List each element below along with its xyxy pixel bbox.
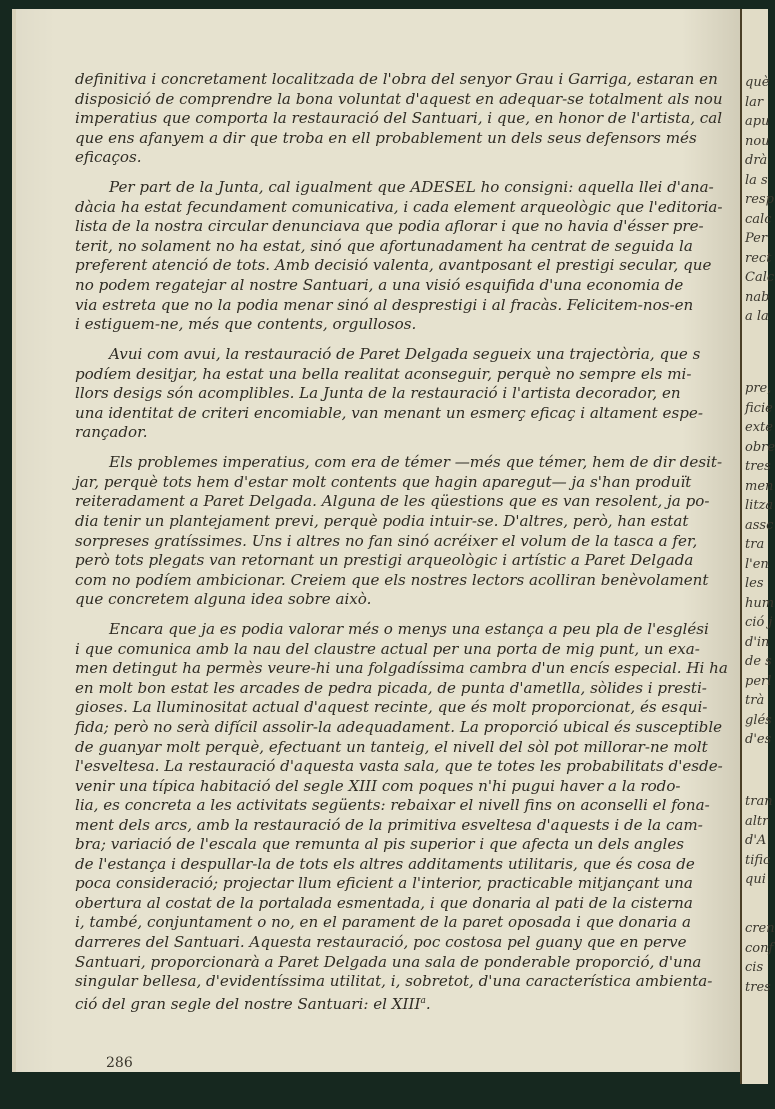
text-line: de guanyar molt perquè, efectuant un tanteig, el nivell del sòl pot millorar-ne molt [75, 737, 708, 756]
text-line: lista de la nostra circular denunciava que podia aflorar i que no havia d'ésser pre- [75, 217, 704, 236]
text-line: que ens afanyem a dir que troba en ell probablement un dels seus defensors més [75, 128, 697, 147]
text-line: rançador. [75, 423, 148, 442]
facing-page-fragment: a la [745, 309, 769, 324]
book-page-right-fragment [742, 9, 775, 1084]
facing-page-fragment: qui [745, 872, 766, 887]
text-line: Els problemes imperatius, com era de témer —més que témer, hem de dir desit- [109, 453, 723, 472]
text-line: no podem regatejar al nostre Santuari, a una visió esquifida d'una economia de [75, 275, 684, 294]
text-line: darreres del Santuari. Aquesta restauració, poc costosa pel guany que en perve [75, 932, 687, 951]
facing-page-fragment: litza [745, 498, 774, 513]
paragraph [75, 70, 740, 168]
paragraph-gap [75, 168, 740, 179]
text-line: gioses. La lluminositat actual d'aquest recinte, que és molt proporcionat, és esqui- [75, 698, 708, 717]
text-line: ció del gran segle del nostre Santuari: el XIII$^a$. [75, 994, 431, 1013]
final-period: . [425, 994, 431, 1013]
paragraph [75, 178, 740, 334]
text-line: lia, es concreta a les activitats següents: rebaixar el nivell fins on aconselli el fona- [75, 796, 710, 815]
facing-page-fragment: perl [745, 673, 772, 689]
facing-page-fragment: tra [745, 537, 765, 552]
text-line: Santuari, proporcionarà a Paret Delgada una sala de ponderable proporció, d'una [75, 952, 702, 971]
facing-page-fragment: què [745, 75, 770, 90]
facing-page-fragment: de s [745, 654, 772, 669]
text-line: i que comunica amb la nau del claustre actual per una porta de mig punt, un exa- [75, 639, 700, 658]
text-line: disposició de comprendre la bona voluntat d'aquest en adequar-se totalment als nou [75, 89, 723, 108]
text-line: venir una típica habitació del segle XIII com poques n'hi pugui haver a la rodo- [75, 776, 681, 795]
facing-page-fragment: hum [745, 595, 775, 611]
text-line: com no podíem ambicionar. Creiem que els nostres lectors acolliran benèvolament [75, 570, 709, 589]
text-line: jar, perquè tots hem d'estar molt contents que hagin aparegut— ja s'han produït [75, 472, 692, 491]
facing-page-fragment: d'in [745, 634, 770, 650]
facing-page-fragment: ció j [745, 615, 773, 630]
facing-page-fragment: cren [745, 921, 775, 936]
text-line: Encara que ja es podia valorar més o menys una estança a peu pla de l'esglési [109, 620, 709, 639]
text-line: Avui com avui, la restauració de Paret Delgada segueix una trajectòria, que s [109, 345, 701, 364]
facing-page-fragment: tres [745, 979, 771, 995]
facing-page-fragment: trà [745, 693, 765, 708]
text-line: obertura al costat de la portalada esmentada, i que donaria al pati de la cisterna [75, 893, 693, 912]
footnote-mark: a [420, 995, 426, 1006]
facing-page-fragment: la s [745, 172, 768, 188]
facing-page-fragment: obre [745, 439, 775, 455]
facing-page-fragment: pre, [745, 381, 772, 396]
text-line: però tots plegats van retornant un prestigi arqueològic i artístic a Paret Delgada [75, 551, 694, 570]
facing-page-fragment: Per [745, 231, 768, 246]
text-line: bra; variació de l'escala que remunta al pis superior i que afecta un dels angles [75, 835, 685, 854]
facing-page-fragment: ficie [745, 400, 773, 416]
facing-page-fragment: tres [745, 459, 771, 474]
text-line: preferent atenció de tots. Amb decisió valenta, avantposant el prestigi secular, que [75, 256, 712, 275]
text-line: dàcia ha estat fecundament comunicativa, i cada element arqueològic que l'editoria- [75, 197, 723, 216]
text-line: Per part de la Junta, cal igualment que ADESEL ho consigni: aquella llei d'ana- [109, 178, 714, 197]
text-line: una identitat de criteri encomiable, van menant un esmerç eficaç i altament espe- [75, 403, 703, 422]
facing-page-fragment: resp [745, 192, 774, 207]
text-line: que concretem alguna idea sobre això. [75, 590, 372, 609]
facing-page-fragment: nou [745, 133, 770, 149]
facing-page-fragment: calc [745, 211, 772, 227]
paragraph [75, 345, 740, 443]
facing-page-fragment: l'en [745, 556, 769, 572]
text-line: i, també, conjuntament o no, en el parament de la paret oposada i que donaria a [75, 913, 692, 932]
facing-page-fragment: altr [745, 813, 769, 829]
text-line: men detingut ha permès veure-hi una folgadíssima cambra d'un encís especial. Hi ha [75, 659, 728, 678]
text-line: i estiguem-ne, més que contents, orgullosos. [75, 315, 417, 334]
paragraph-gap [75, 610, 740, 621]
facing-page-fragment: d'es [745, 732, 772, 747]
text-line: poca consideració; projectar llum eficient a l'interior, practicable mitjançant una [75, 874, 693, 893]
facing-page-fragment: Calc [745, 270, 775, 285]
text-line: podíem desitjar, ha estat una bella realitat aconseguir, perquè no sempre els mi- [75, 364, 692, 383]
paragraph [75, 620, 740, 1011]
facing-page-fragment: tific [745, 852, 771, 868]
facing-page-fragment: tran [745, 794, 773, 809]
text-line: llors desigs són acomplibles. La Junta de la restauració i l'artista decorador, en [75, 384, 681, 403]
paragraph-gap [75, 335, 740, 346]
text-line: fida; però no serà difícil assolir-la adequadament. La proporció ubical és susceptible [75, 717, 723, 736]
text-line: dia tenir un plantejament previ, perquè podia intuir-se. D'altres, però, han estat [75, 511, 689, 530]
paragraph-gap [75, 443, 740, 454]
facing-page-fragment: apu [745, 114, 770, 129]
text-line: via estreta que no la podia menar sinó al desprestigi i al fracàs. Felicitem-nos-en [75, 295, 694, 314]
facing-page-fragment: glés [745, 712, 772, 728]
page-edge [12, 9, 16, 1072]
text-line: en molt bon estat les arcades de pedra picada, de punta d'ametlla, sòlides i presti- [75, 678, 707, 697]
text-line: de l'estança i despullar-la de tots els altres additaments utilitaris, que és cosa de [75, 854, 695, 873]
facing-page-fragment: lar [745, 94, 764, 110]
text-line: terit, no solament no ha estat, sinó que afortunadament ha centrat de seguida la [75, 236, 693, 255]
text-line: ment dels arcs, amb la restauració de la primitiva esveltesa d'aquests i de la cam- [75, 815, 703, 834]
facing-page-fragment: cis [745, 960, 764, 975]
text-line: reiteradament a Paret Delgada. Alguna de les qüestions que es van resolent, ja po- [75, 492, 710, 511]
facing-page-fragment: rect [745, 250, 772, 266]
facing-page-fragment: assc [745, 517, 774, 533]
facing-page-fragment: exte [745, 420, 773, 435]
text-line: l'esveltesa. La restauració d'aquesta vasta sala, que te totes les probabilitats d'esde- [75, 757, 723, 776]
facing-page-fragment: nab [745, 289, 770, 305]
text-line: imperatius que comporta la restauració del Santuari, i que, en honor de l'artista, cal [75, 109, 723, 128]
facing-page-fragment: les [745, 576, 764, 591]
text-line: sorpreses gratíssimes. Uns i altres no fan sinó acréixer el volum de la tasca a fer, [75, 531, 698, 550]
text-line: eficaços. [75, 148, 142, 167]
page-number: 286 [106, 1055, 133, 1071]
facing-page-fragment: conf [745, 940, 774, 956]
facing-page-fragment: d'A [745, 833, 767, 848]
text-line: singular bellesa, d'evidentíssima utilitat, i, sobretot, d'una característica ambienta- [75, 972, 713, 991]
facing-page-fragment: men [745, 478, 774, 494]
paragraph [75, 453, 740, 609]
body-text [75, 70, 740, 1011]
facing-page-fragment: drà [745, 153, 768, 168]
text-line: definitiva i concretament localitzada de l'obra del senyor Grau i Garriga, estaran en [75, 70, 718, 88]
